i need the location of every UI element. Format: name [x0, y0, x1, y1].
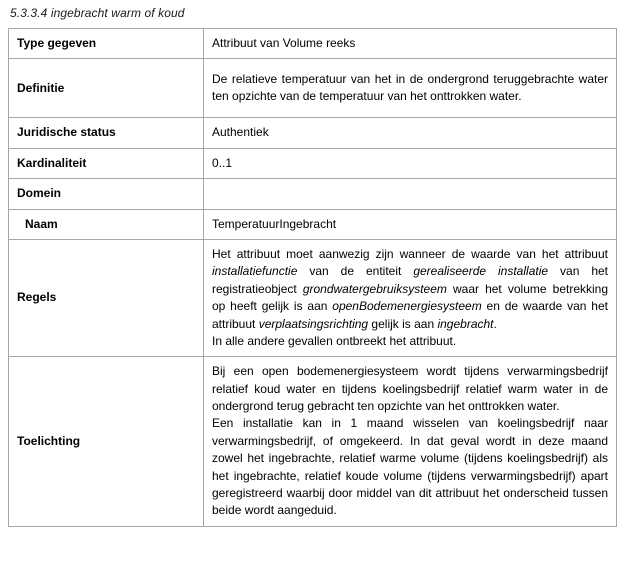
table-row [9, 239, 617, 356]
regels-term-grondwatergebruiksysteem: grondwatergebruiksysteem [302, 281, 447, 296]
row-value-domein [204, 179, 617, 209]
row-value-kardinaliteit: 0..1 [204, 148, 617, 178]
row-label-definitie: Definitie [9, 59, 204, 118]
table-row [9, 118, 617, 148]
regels-term-gerealiseerde-installatie: gerealiseerde installatie [413, 264, 549, 279]
row-label-type-gegeven: Type gegeven [9, 29, 204, 59]
table-body [9, 29, 617, 527]
toelichting-paragraph-2: Een installatie kan in 1 maand wisselen van koelingsbedrijf naar verwarmingsbedrijf, of omgekeerd. In dat geval wordt in deze maand zowel het ingebrachte, relatief warme volume (tijdens koelingsbedrijf) als het ingebrachte, relatief koude volume (tijdens verwarmingsbedrijf) apart geregistreerd waarbij door middel van dit attribuut het onderscheid tussen beide wordt aangeduid. [212, 416, 608, 518]
regels-text-g: . [493, 316, 497, 331]
row-value-toelichting [204, 357, 617, 527]
row-label-juridische-status: Juridische status [9, 118, 204, 148]
regels-text-e: en de waarde van het attribuut [212, 299, 608, 331]
section-heading: 5.3.3.4 ingebracht warm of koud [10, 6, 185, 20]
table-row [9, 59, 617, 118]
regels-paragraph-1 [212, 246, 608, 333]
row-value-naam: TemperatuurIngebracht [204, 209, 617, 239]
row-label-domein: Domein [9, 179, 204, 209]
regels-text-d: waar het volume betrekking op heeft gelijk is aan [212, 281, 609, 314]
row-label-toelichting: Toelichting [9, 357, 204, 527]
regels-paragraph-2: In alle andere gevallen ontbreekt het attribuut. [212, 333, 457, 348]
table-row [9, 29, 617, 59]
regels-term-openbodemenergiesysteem: openBodemenergiesysteem [332, 299, 482, 314]
regels-term-installatiefunctie: installatiefunctie [212, 264, 298, 279]
table-row [9, 148, 617, 178]
specification-table [8, 28, 617, 527]
regels-text-a: Het attribuut moet aanwezig zijn wanneer de waarde van het attribuut [212, 246, 608, 261]
regels-text-c: van het registratieobject [212, 264, 609, 296]
row-value-definitie: De relatieve temperatuur van het in de ondergrond teruggebrachte water ten opzichte van de temperatuur van het onttrokken water. [204, 59, 617, 118]
row-value-type-gegeven: Attribuut van Volume reeks [204, 29, 617, 59]
table-row [9, 179, 617, 209]
row-value-juridische-status: Authentiek [204, 118, 617, 148]
row-value-regels [204, 239, 617, 356]
row-label-naam: Naam [9, 209, 204, 239]
row-label-kardinaliteit: Kardinaliteit [9, 148, 204, 178]
table-row [9, 357, 617, 527]
row-label-regels: Regels [9, 239, 204, 356]
regels-term-ingebracht: ingebracht [437, 316, 494, 331]
regels-text-f: gelijk is aan [368, 316, 438, 331]
table-row [9, 209, 617, 239]
regels-text-b: van de entiteit [297, 264, 414, 279]
toelichting-paragraph-1: Bij een open bodemenergiesysteem wordt tijdens verwarmingsbedrijf relatief koud water en tijdens koelingsbedrijf relatief warm water in de ondergrond terug gebracht ten opzichte van het onttrokken water. [212, 364, 608, 414]
regels-term-verplaatsingsrichting: verplaatsingsrichting [258, 316, 369, 331]
